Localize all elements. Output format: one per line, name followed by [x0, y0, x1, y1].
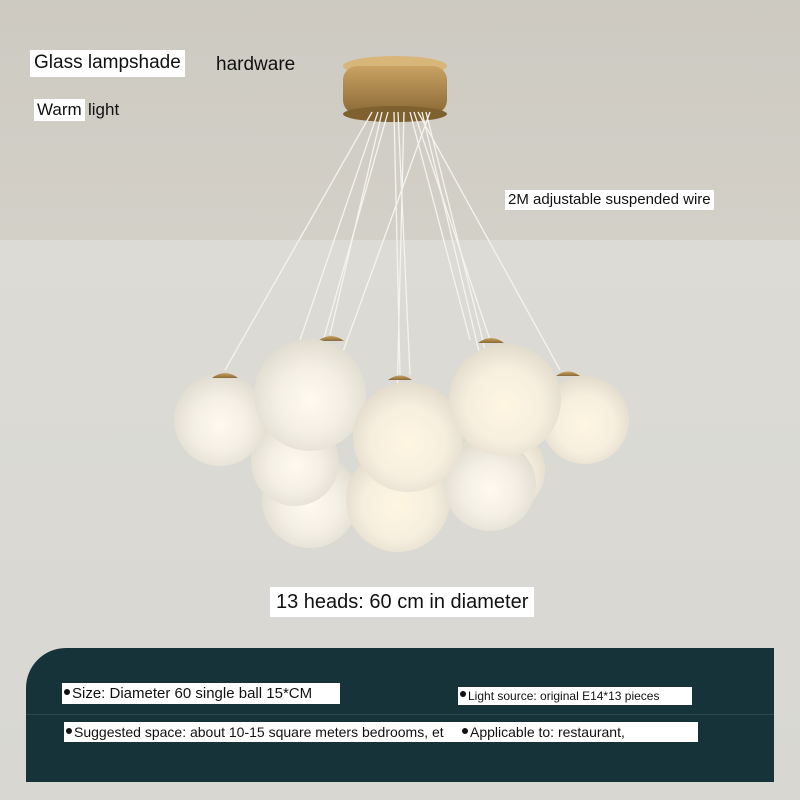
bullet-icon [66, 728, 72, 734]
spec-space-text: Suggested space: about 10-15 square meters bedrooms, et [74, 724, 444, 740]
spec-light-source [458, 687, 692, 705]
light-label: light [88, 100, 120, 119]
heads-diameter-label: 13 heads: 60 cm in diameter [270, 587, 534, 617]
bullet-icon [462, 728, 468, 734]
warm-label: Warm [34, 99, 85, 121]
spec-divider [26, 714, 774, 715]
spec-suggested-space [64, 722, 470, 742]
spec-size [62, 683, 340, 704]
globe [449, 344, 561, 456]
globe [353, 382, 463, 492]
spec-applicable-text: Applicable to: restaurant, [470, 724, 625, 740]
globe [174, 374, 266, 466]
spec-size-text: Size: Diameter 60 single ball 15*CM [72, 685, 313, 702]
bullet-icon [460, 691, 466, 697]
spec-applicable [460, 722, 698, 742]
wire-label: 2M adjustable suspended wire [505, 190, 714, 210]
glass-lampshade-label: Glass lampshade [30, 50, 185, 77]
globe [254, 339, 366, 451]
spec-source-text: Light source: original E14*13 pieces [468, 689, 660, 703]
hardware-label: hardware [216, 54, 296, 75]
bullet-icon [64, 689, 70, 695]
spec-panel [26, 648, 774, 782]
